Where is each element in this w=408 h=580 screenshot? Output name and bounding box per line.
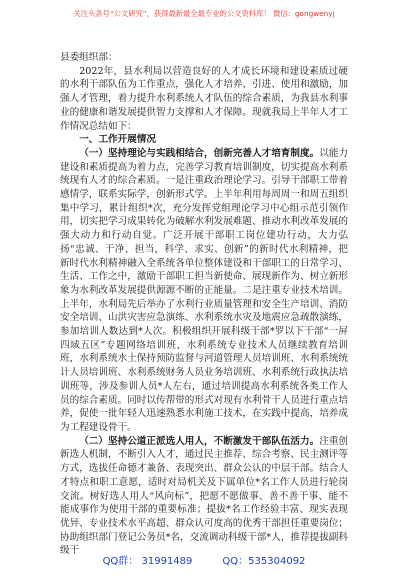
promo-banner-text: 关注头条号“公文研究”，获得最新最全最专业的公文资料库！ 微信：gongwenyj — [73, 9, 335, 18]
section-item-2-heading: （二）坚持公道正派选人用人，不断激发干部队伍活力。 — [79, 435, 320, 447]
qq-label: QQ： — [222, 556, 249, 567]
section-item-1-heading: （一）坚持理论与实践相结合，创新完善人才培育制度。 — [79, 147, 320, 159]
contact-footer — [0, 555, 408, 569]
intro-paragraph: 2022年，县水利局以营造良好的人才成长环境和建设素质过硬的水利干部队伍为工作重点，强化人才培养、引进、使用和激励，加强人才管理，着力提升水利系统人才队伍的综合素质，为我县水利事业的健康和谐发展提供智力支撑和人才保障。现就我局上半年人才工作情况总结如下： — [60, 65, 348, 132]
qq-contact — [222, 555, 305, 569]
section-item-1 — [60, 147, 348, 435]
qq-group-contact — [103, 555, 193, 569]
promo-banner — [0, 9, 408, 19]
section-item-2-body: 注重创新选人机制，不断引入人才，通过民主推荐、综合考察、民主测评等方式，选拔任命德才兼备、表现突出、群众公认的中层干部。结合人才特点和职工意愿，适时对局机关及下属单位*名工作人员进行轮岗交流。树好选人用人“风向标”，把愿不愿做事、善不善干事、能不能成事作为使用干部的重要标准；提拔*名工作经验丰富、现实表现优异、专业技术水平高超、群众认可度高的优秀干部担任重要岗位；协助组织部门登记公务员*名，交流调动科级干部*人，推荐提拔副科级干 — [60, 435, 349, 557]
section-item-2 — [60, 435, 348, 558]
section-heading: 一、工作开展情况 — [79, 134, 156, 146]
document-body — [60, 51, 349, 557]
qq-group-label: QQ群： — [102, 556, 139, 567]
qq-number: 535304092 — [248, 556, 306, 567]
salutation: 县委组织部： — [60, 52, 118, 63]
section-item-1-body: 以能力建设和素质提高为着力点，完善学习教育培训制度，切实提高水利系统现有人才的综合素质。一是注重政治理论学习。引导干部职工带着感情学，联系实际学，创新形式学。上半年利用每周周一和周五组织集中学习，累计组织*次，充分发挥党组理论学习中心组示范引领作用，切实把学习成果转化为破解水利发展难题、推动水利改革发展的强大动力和行动自觉。广泛开展干部职工岗位建功行动，大力弘扬“忠诚、干净、担当，科学、求实、创新”的新时代水利精神，把新时代水利精神融入全系统各单位整体建设和干部职工的日常学习、生活、工作之中，激励干部职工担当新使命、展现新作为、树立新形象为水利改革发展提供源源不断的正能量。二是注重专业技术培训。上半年，水利局先后举办了水利行业质量管理和安全生产培训、消防安全培训、山洪灾害应急演练、水利系统水灾及地震应急疏散演练，参加培训人数达到*人次。积极组织开展科级干部*罗以下干部“一屏四域五区”专题网络培训班，水利系统专业技术人员继续教育培训班，水利系统水土保持预防监督与河道管理人员培训班、水利系统统计人员培训班、水利系统财务人员业务培训班、水利系统行政执法培训班等，涉及参训人员*人左右，通过培训提高水利系统各类工作人员的综合素质。同时以传帮带的形式对现有水利骨干人员进行重点培养，促使一批年轻人迅速熟悉水利施工技术，在实践中提高，培养成为工程建设骨干。 — [60, 147, 349, 433]
qq-group-number: 31991489 — [141, 556, 193, 567]
